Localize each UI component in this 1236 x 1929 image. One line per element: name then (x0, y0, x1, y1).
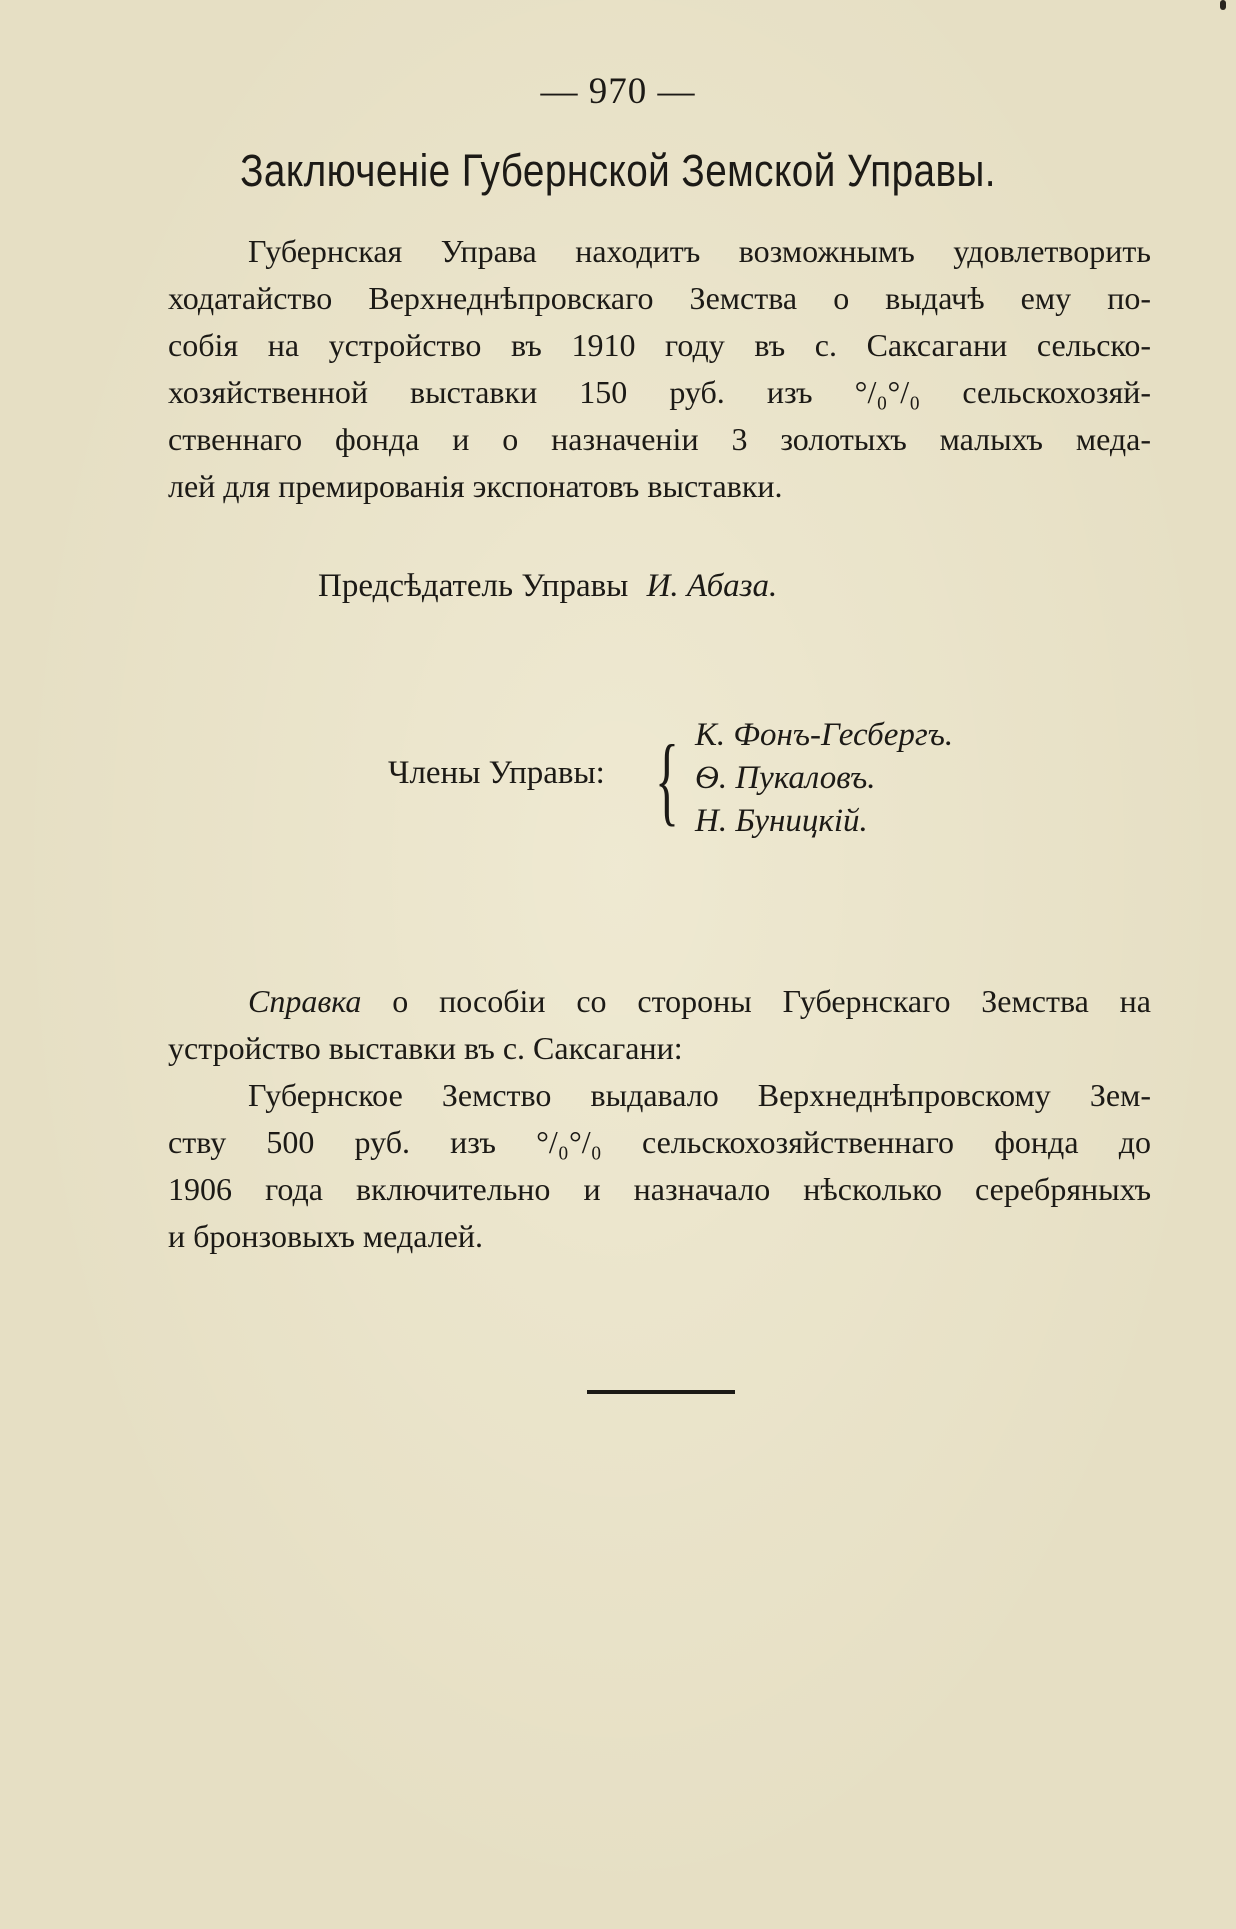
ink-spot (1220, 0, 1226, 10)
section-divider (587, 1390, 735, 1394)
paragraph-line (168, 978, 1151, 1025)
reference-line: о пособіи со стороны Губернскаго Земства на (361, 983, 1151, 1019)
member-name: К. Фонъ-Гесбергъ. (695, 717, 954, 753)
chairman-name: И. Абаза. (646, 568, 778, 604)
paragraph-line: и бронзовыхъ медалей. (168, 1218, 484, 1254)
paragraph-line: Губернская Управа находитъ возможнымъ удовлетворить (248, 233, 1151, 269)
page-title: Заключеніе Губернской Земской Управы. (240, 145, 996, 196)
reference-heading: Справка (248, 983, 362, 1019)
paragraph-line: лей для премированія экспонатовъ выставки. (168, 468, 783, 504)
paragraph-line: ходатайство Верхнеднѣпровскаго Земства о выдачѣ ему по- (168, 280, 1151, 316)
members-label: Члены Управы: (388, 755, 605, 791)
page-number: — 970 — (540, 71, 696, 112)
member-name: Ѳ. Пукаловъ. (695, 760, 876, 796)
paragraph-line: устройство выставки въ с. Саксагани: (168, 1030, 683, 1066)
paragraph-line: собія на устройство въ 1910 году въ с. Саксагани сельско- (168, 327, 1151, 363)
paragraph-line: Губернское Земство выдавало Верхнеднѣпровскому Зем- (248, 1077, 1151, 1113)
conclusion-paragraph (168, 228, 1151, 510)
paragraph-line: хозяйственной выставки 150 руб. изъ °/₀°/₀ сельскохозяй- (168, 374, 1151, 410)
paragraph-line: ству 500 руб. изъ °/₀°/₀ сельскохозяйственнаго фонда до (168, 1124, 1151, 1160)
paragraph-line: ственнаго фонда и о назначеніи 3 золотыхъ малыхъ меда- (168, 421, 1151, 457)
chairman-label: Предсѣдатель Управы (318, 568, 629, 604)
chairman-signature (318, 568, 777, 605)
member-name: Н. Буницкій. (695, 803, 868, 839)
curly-brace-icon: { (655, 724, 679, 835)
reference-paragraph (168, 978, 1151, 1260)
paragraph-line: 1906 года включительно и назначало нѣсколько серебряныхъ (168, 1171, 1151, 1207)
